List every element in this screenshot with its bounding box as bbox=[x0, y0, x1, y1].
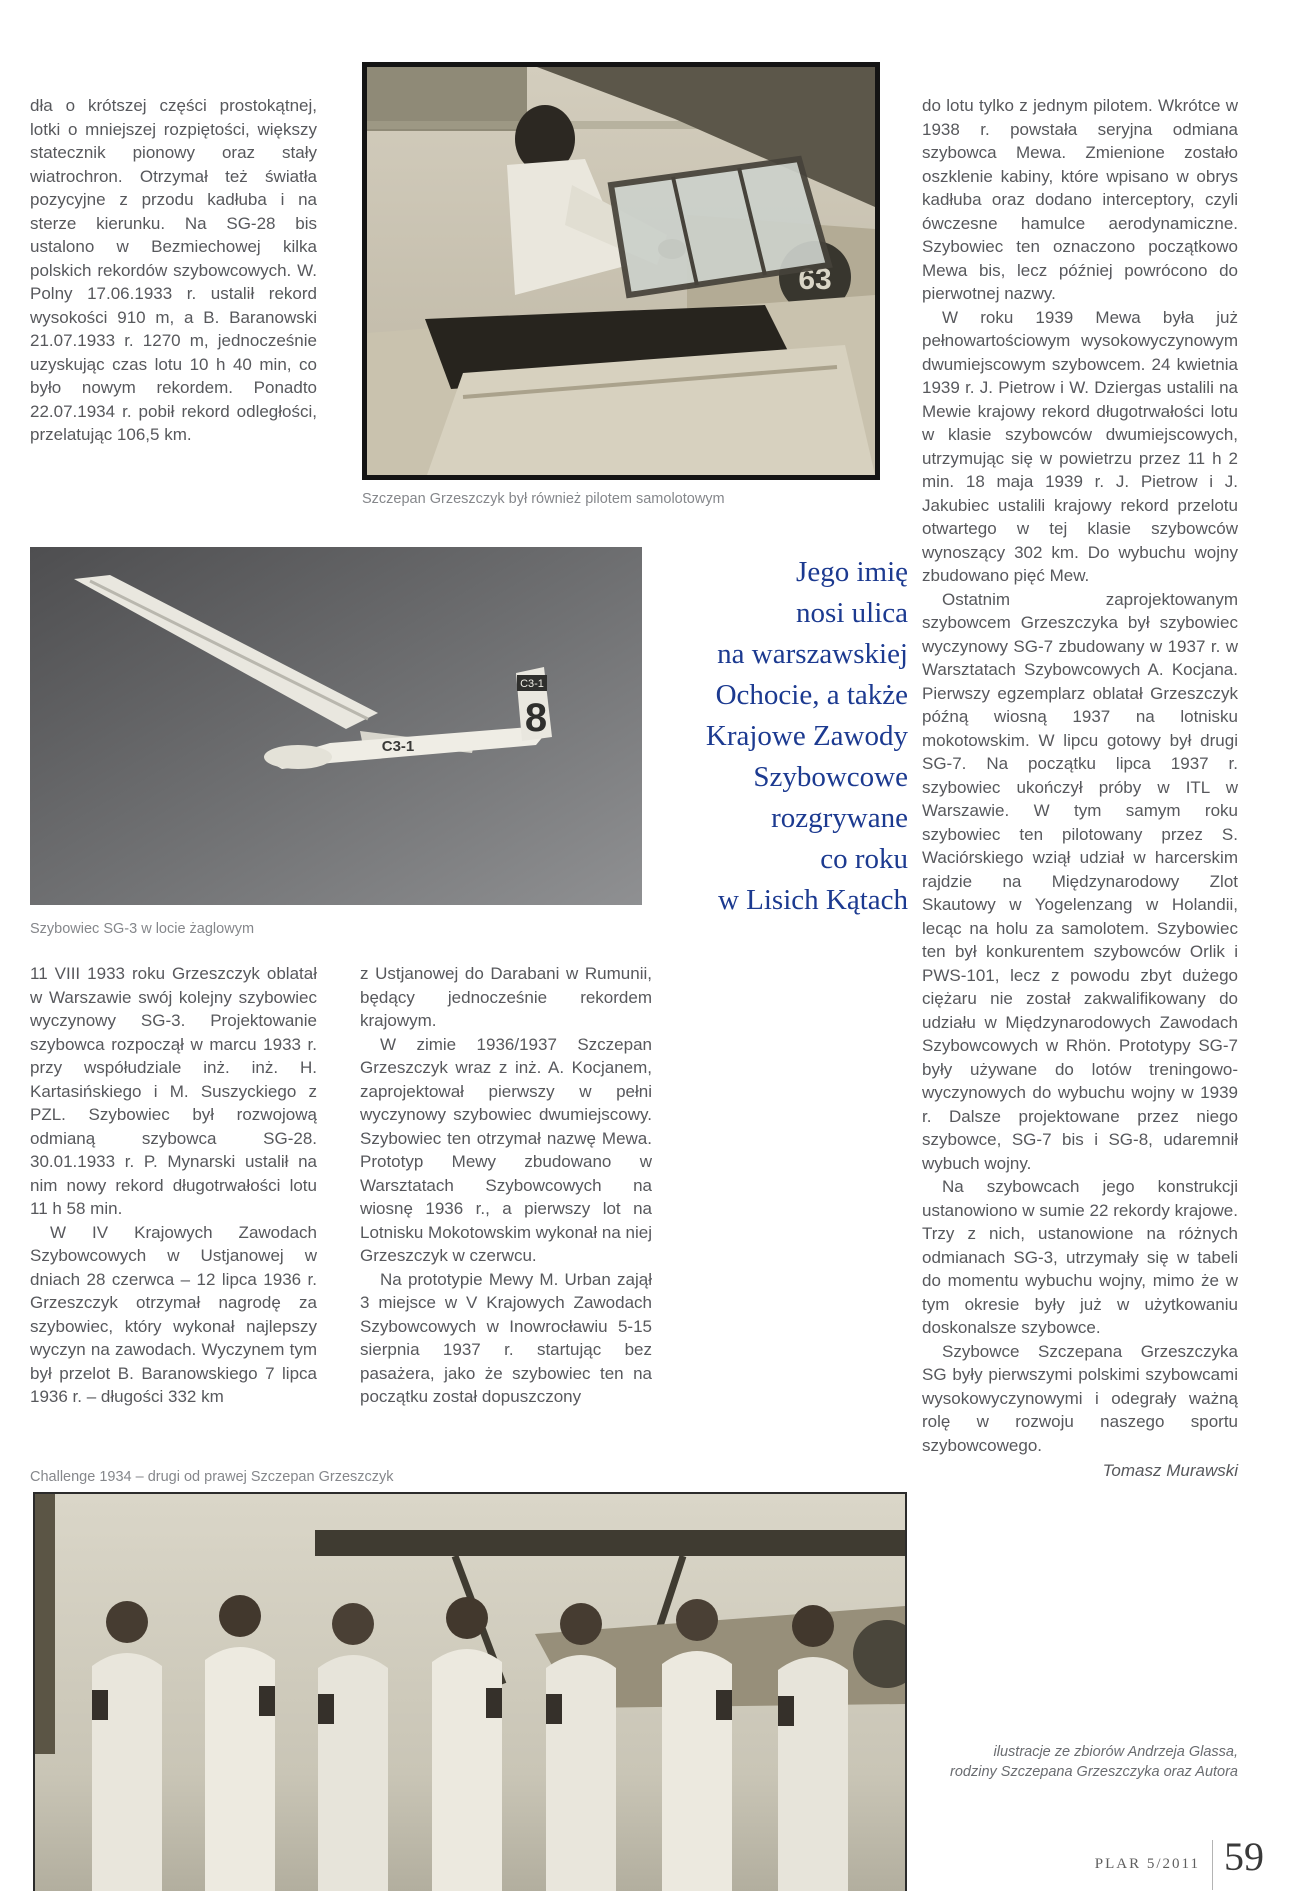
photo-pilot-cockpit bbox=[362, 62, 880, 480]
caption-pilot-cockpit: Szczepan Grzeszczyk był również pilotem samolotowym bbox=[362, 491, 725, 507]
paragraph: do lotu tylko z jednym pilotem. Wkrótce w 1938 r. powstała seryjna odmiana szybowca Mewa. Zmienione zostało oszklenie kabiny, które wpisano w obrys kadłuba oraz dodano interceptory, czyli ówczesne hamulce aerodynamiczne. Szybowiec ten oznaczono początkowo Mewa bis, lecz później powrócono do pierwotnej nazwy. bbox=[922, 96, 1238, 303]
pull-quote-line: w Lisich Kątach bbox=[717, 884, 908, 916]
column-2 bbox=[360, 962, 652, 1409]
paragraph: Ostatnim zaprojektowanym szybowcem Grzeszczyka był szybowiec wyczynowy SG-7 zbudowany w 1937 r. w Warsztatach Szybowcowych A. Kocjana. Pierwszy egzemplarz oblatał Grzeszczyk późną wiosną 1937 na lotnisku mokotowskim. W lipcu gotowy był drugi SG-7. Na początku lipca 1937 r. szybowiec ukończył próby w ITL w Warszawie. W tym samym roku szybowiec ten pilotowany przez S. Waciórskiego wziął udział w harcerskim rajdzie na Międzynarodowy Zlot Skautowy w Yogelenzang w Holandii, lecąc na holu za samolotem. Szybowiec ten był konkurentem szybowców Orlik i PWS-101, lecz z powodu zbyt dużego ciężaru nie został zakwalifikowany do udziału w Międzynarodowych Zawodach Szybowcowych w Rhön. Prototypy SG-7 były używane do lotów treningowo-wyczynowych do wybuchu wojny w 1939 r. Dalsze projektowane przez niego szybowce, SG-7 bis i SG-8, udaremnił wybuch wojny. bbox=[922, 589, 1238, 1173]
fuselage-number: 63 bbox=[798, 263, 832, 296]
paragraph: W zimie 1936/1937 Szczepan Grzeszczyk wraz z inż. A. Kocjanem, zaprojektował pierwszy w pełni wyczynowy szybowiec dwumiejscowy. Szybowiec ten otrzymał nazwę Mewa. Prototyp Mewy zbudowano w Warsztatach Szybowcowych na wiosnę 1936 r., a pierwszy lot na Lotnisku Mokotowskim wykonał na niej Grzeszczyk w czerwcu. bbox=[360, 1034, 652, 1265]
pull-quote-line: Jego imię bbox=[796, 556, 908, 588]
cockpit-fuselage bbox=[367, 295, 875, 475]
journal-issue-label: PLAR 5/2011 bbox=[1094, 1856, 1200, 1872]
tail-number-label: 8 bbox=[524, 696, 548, 740]
pull-quote bbox=[612, 552, 908, 921]
tail-code-label: C3-1 bbox=[520, 678, 544, 690]
paragraph: dła o krótszej części prostokątnej, lotki o mniejszej rozpiętości, większy statecznik pionowy oraz stały wiatrochron. Otrzymał też światła pozycyjne z przodu kadłuba i na sterze kierunku. Na SG-28 bis ustalono w Bezmiechowej kilka polskich rekordów szybowcowych. W. Polny 17.06.1933 r. ustalił rekord wysokości 910 m, a B. Baranowski 21.07.1933 r. 1270 m, jednocześnie uzyskując czas lotu 10 h 40 min, co było nowym rekordem. Ponadto 22.07.1934 r. pobił rekord odległości, przelatując 106,5 km. bbox=[30, 96, 317, 444]
column-1-bottom bbox=[30, 962, 317, 1409]
paragraph: Na prototypie Mewy M. Urban zajął 3 miejsce w V Krajowych Zawodach Szybowcowych w Inowrocławiu 5-15 sierpnia 1937 r. startując bez pasażera, jako że szybowiec ten na początku został dopuszczony bbox=[360, 1269, 652, 1406]
crew-group-illustration bbox=[35, 1494, 905, 1891]
credits-line: ilustracje ze zbiorów Andrzeja Glassa, bbox=[993, 1744, 1238, 1760]
paragraph: z Ustjanowej do Darabani w Rumunii, będący jednocześnie rekordem krajowym. bbox=[360, 964, 652, 1030]
pull-quote-line: Ochocie, a także bbox=[715, 679, 908, 711]
paragraph: Na szybowcach jego konstrukcji ustanowiono w sumie 22 rekordy krajowe. Trzy z nich, ustanowione na różnych odmianach SG-3, utrzymały się w tabeli do momentu wybuchu wojny, mimo że w tym okresie były już w użytkowaniu doskonalsze szybowce. bbox=[922, 1177, 1238, 1337]
pull-quote-line: co roku bbox=[820, 843, 908, 875]
credits-line: rodziny Szczepana Grzeszczyka oraz Autora bbox=[950, 1764, 1238, 1780]
paragraph: 11 VIII 1933 roku Grzeszczyk oblatał w Warszawie swój kolejny szybowiec wyczynowy SG-3. Projektowanie szybowca rozpoczął w marcu 1933 r. przy współudziale inż. inż. H. Kartasińskiego i M. Suszyckiego z PZL. Szybowiec był rozwojową odmianą szybowca SG-28. 30.01.1933 r. P. Mynarski ustalił na nim nowy rekord długotrwałości lotu 11 h 58 min. bbox=[30, 964, 317, 1218]
paragraph: W IV Krajowych Zawodach Szybowcowych w Ustjanowej w dniach 28 czerwca – 12 lipca 1936 r. Grzeszczyk otrzymał nagrodę za szybowiec, który wykonał najlepszy wyczyn na zawodach. Wyczynem tym był przelot B. Baranowskiego 7 lipca 1936 r. – długości 332 km bbox=[30, 1222, 317, 1406]
photo-glider-flight bbox=[30, 547, 642, 905]
glider-illustration bbox=[30, 547, 642, 905]
pull-quote-line: nosi ulica bbox=[796, 597, 908, 629]
caption-glider-flight: Szybowiec SG-3 w locie żaglowym bbox=[30, 921, 255, 937]
fuselage-code-label: C3-1 bbox=[381, 738, 415, 755]
photo-crew-group bbox=[33, 1492, 907, 1891]
pull-quote-line: Szybowcowe bbox=[753, 761, 908, 793]
pull-quote-line: Krajowe Zawody bbox=[705, 720, 908, 752]
paragraph: W roku 1939 Mewa była już pełnowartościowym wysokowyczynowym dwumiejscowym szybowcem. 24 kwietnia 1939 r. J. Pietrow i W. Dziergas ustalili na Mewie krajowy rekord długotrwałości lotu w klasie szybowców dwumiejscowych, utrzymując się w powietrzu przez 11 h 2 min. 18 maja 1939 r. J. Pietrow i J. Jakubiec ustalili krajowy rekord przelotu otwartego w tej klasie szybowców wynoszący 302 km. Do wybuchu wojny zbudowano pięć Mew. bbox=[922, 307, 1238, 585]
illustration-credits bbox=[922, 1742, 1238, 1782]
footer-divider bbox=[1212, 1840, 1213, 1890]
author-byline: Tomasz Murawski bbox=[1102, 1461, 1238, 1480]
pull-quote-line: rozgrywane bbox=[771, 802, 908, 834]
paragraph: Szybowce Szczepana Grzeszczyka SG były pierwszymi polskimi szybowcami wysokowyczynowymi i odegrały ważną rolę w rozwoju naszego sportu szybowcowego. bbox=[922, 1341, 1238, 1455]
page-number: 59 bbox=[1224, 1834, 1264, 1879]
pilot-cockpit-illustration bbox=[367, 67, 875, 475]
pull-quote-line: na warszawskiej bbox=[717, 638, 908, 670]
caption-group-photo: Challenge 1934 – drugi od prawej Szczepan Grzeszczyk bbox=[30, 1469, 394, 1485]
column-1-top bbox=[30, 94, 317, 447]
column-3 bbox=[922, 94, 1238, 1483]
